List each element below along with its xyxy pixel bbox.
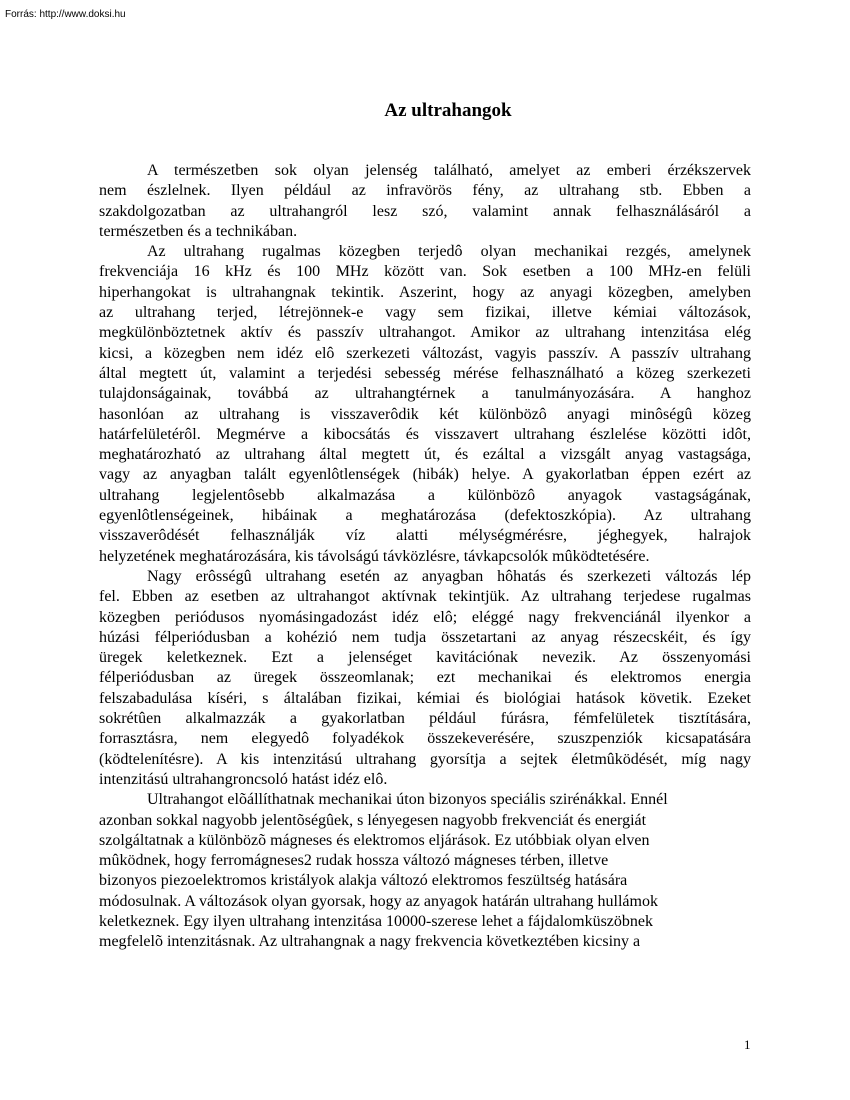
- text-line: bizonyos piezoelektromos kristályok alakja változó elektromos feszültség hatására: [99, 872, 628, 890]
- text-line: visszaverôdését felhasználják víz alatti mélységmérésre, jéghegyek, halrajok: [99, 527, 751, 545]
- text-line: nem észlelnek. Ilyen például az infravörös fény, az ultrahang stb. Ebben a: [99, 182, 751, 200]
- text-line: meghatározható az ultrahang által megtett út, és ezáltal a vizsgált anyag vastagsága,: [99, 446, 751, 464]
- text-line: ultrahang legjelentôsebb alkalmazása a különbözô anyagok vastagságának,: [99, 486, 751, 504]
- text-line: helyzetének meghatározására, kis távolságú távközlésre, távkapcsolók mûködtetésére.: [99, 547, 650, 565]
- text-line: azonban sokkal nagyobb jelentõségûek, s lényegesen nagyobb frekvenciát és energiát: [99, 811, 647, 829]
- text-line: által megtett út, valamint a terjedési sebesség mérése felhasználható a közeg szerkezeti: [99, 364, 751, 382]
- text-line: sokrétûen alkalmazzák a gyakorlatban például fúrásra, fémfelületek tisztítására,: [99, 710, 751, 728]
- text-line: félperiódusban az üregek összeomlanak; ezt mechanikai és elektromos energia: [99, 669, 751, 687]
- text-line: szolgáltatnak a különbözõ mágneses és elektromos eljárások. Ez utóbbiak olyan elven: [99, 831, 650, 849]
- text-line: Nagy erôsségû ultrahang esetén az anyagban hôhatás és szerkezeti változás lép: [147, 567, 751, 585]
- text-line: (ködtelenítésre). A kis intenzitású ultrahang gyorsítja a sejtek életmûködését, míg nagy: [99, 750, 751, 768]
- text-line: szakdolgozatban az ultrahangról lesz szó, valamint annak felhasználásáról a: [99, 202, 751, 220]
- text-line: üregek keletkeznek. Ezt a jelenséget kavitációnak nevezik. Az összenyomási: [99, 649, 751, 667]
- text-line: hasonlóan az ultrahang is visszaverôdik két különbözô anyagi minôségû közeg: [99, 405, 751, 423]
- text-line: frekvenciája 16 kHz és 100 MHz között van. Sok esetben a 100 MHz-en felüli: [99, 263, 751, 281]
- source-url-note: Forrás: http://www.doksi.hu: [5, 9, 126, 20]
- text-line: egyenlôtlenségeinek, hibáinak a meghatározása (defektoszkópia). Az ultrahang: [99, 507, 751, 525]
- paragraph: [99, 790, 751, 952]
- text-line: forrasztásra, nem elegyedô folyadékok összekeverésére, szuszpenziók kicsapatására: [99, 730, 751, 748]
- text-line: húzási félperiódusban a kohézió nem tudja összetartani az anyag részecskéit, és így: [99, 628, 751, 646]
- text-line: Az ultrahang rugalmas közegben terjedô olyan mechanikai rezgés, amelynek: [147, 243, 751, 261]
- text-line: határfelületérôl. Megmérve a kibocsátás és visszavert ultrahang észlelése közötti idôt,: [99, 425, 751, 443]
- paragraph: [99, 567, 751, 790]
- text-line: intenzitású ultrahangroncsoló hatást idéz elô.: [99, 770, 388, 788]
- text-line: közegben periódusos nyomásingadozást idéz elô; eléggé nagy frekvenciánál ilyenkor a: [99, 608, 751, 626]
- text-line: megkülönböztetnek aktív és passzív ultrahangot. Amikor az ultrahang intenzitása elég: [99, 324, 751, 342]
- paragraph: [99, 161, 751, 242]
- text-line: az ultrahang terjed, létrejönnek-e vagy sem fizikai, illetve kémiai változások,: [99, 304, 751, 322]
- text-line: keletkeznek. Egy ilyen ultrahang intenzitása 10000-szerese lehet a fájdalomküszöbnek: [99, 912, 654, 930]
- text-line: hiperhangokat is ultrahangnak tekintik. Aszerint, hogy az anyagi közegben, amelyben: [99, 283, 751, 301]
- text-line: tulajdonságainak, továbbá az ultrahangtérnek a tanulmányozására. A hanghoz: [99, 385, 751, 403]
- page-number: 1: [744, 1037, 751, 1052]
- text-line: kicsi, a közegben nem idéz elô szerkezeti változást, vagyis passzív. A passzív ultrahang: [99, 344, 751, 362]
- text-line: A természetben sok olyan jelenség található, amelyet az emberi érzékszervek: [147, 162, 751, 179]
- text-line: módosulnak. A változások olyan gyorsak, hogy az anyagok határán ultrahang hullámok: [99, 892, 658, 910]
- document-body: [99, 161, 751, 953]
- text-line: mûködnek, hogy ferromágneses2 rudak hossza változó mágneses térben, illetve: [99, 852, 609, 870]
- page-title: Az ultrahangok: [384, 100, 512, 121]
- text-line: Ultrahangot elõállíthatnak mechanikai úton bizonyos speciális szirénákkal. Ennél: [147, 791, 668, 809]
- text-line: megfelelõ intenzitásnak. Az ultrahangnak a nagy frekvencia következtében kicsiny a: [99, 933, 641, 951]
- text-line: felszabadulása kíséri, s általában fizikai, kémiai és biológiai hatások követik. Ezeket: [99, 689, 751, 707]
- text-line: vagy az anyagban talált egyenlôtlenségek (hibák) helye. A gyakorlatban éppen ezért az: [99, 466, 751, 484]
- text-line: fel. Ebben az esetben az ultrahangot aktívnak tekintjük. Az ultrahang terjedese rugalmas: [99, 588, 751, 606]
- text-line: természetben és a technikában.: [99, 222, 298, 240]
- paragraph: [99, 242, 751, 567]
